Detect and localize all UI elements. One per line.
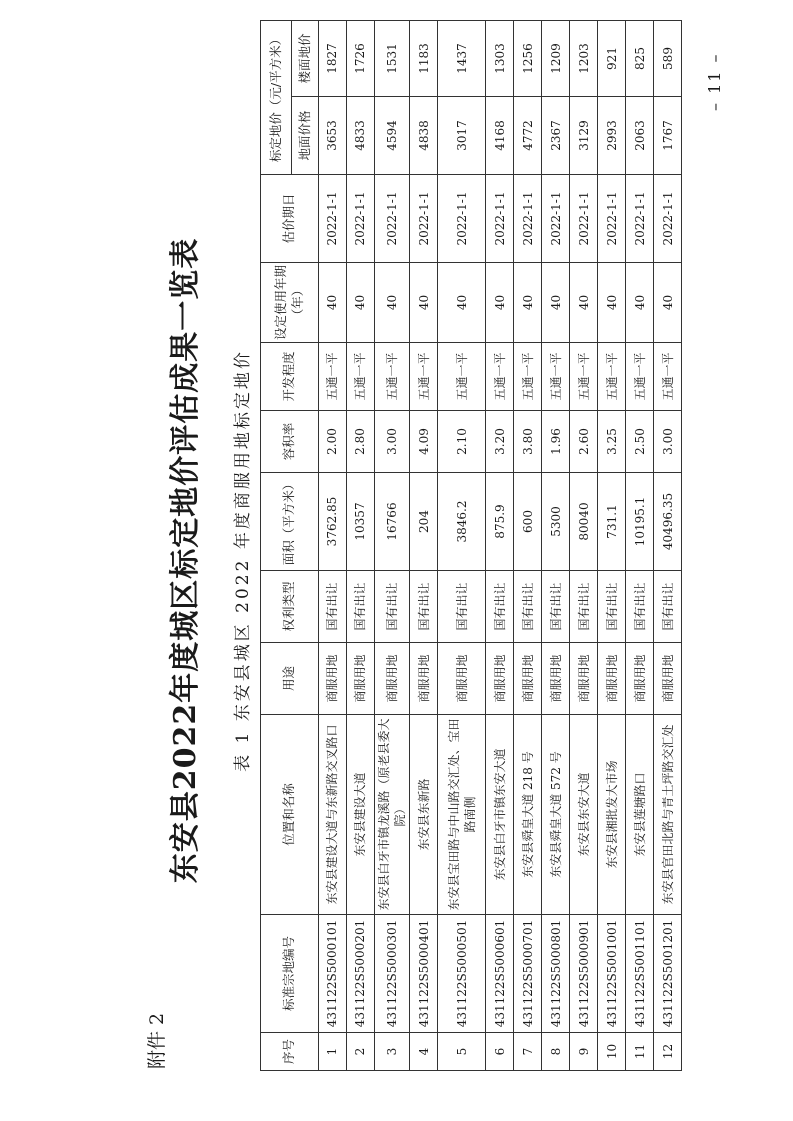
table-row <box>347 21 375 1071</box>
cell-dev: 五通一平 <box>319 343 347 411</box>
cell-years: 40 <box>438 263 486 343</box>
cell-floor-price: 1303 <box>486 21 514 97</box>
cell-location: 东安县舜皇大道 218 号 <box>514 715 542 915</box>
cell-dev: 五通一平 <box>514 343 542 411</box>
cell-location: 东安县白牙市镇龙溪路（原老县委大院） <box>375 715 410 915</box>
cell-rights: 国有出让 <box>542 571 570 643</box>
cell-use: 商服用地 <box>375 643 410 715</box>
cell-floor-price: 1183 <box>410 21 438 97</box>
cell-area: 10357 <box>347 473 375 571</box>
cell-rights: 国有出让 <box>319 571 347 643</box>
header-floor-price: 楼面地价 <box>292 21 319 97</box>
cell-seq: 6 <box>486 1033 514 1071</box>
cell-dev: 五通一平 <box>542 343 570 411</box>
cell-date: 2022-1-1 <box>438 175 486 263</box>
cell-far: 2.50 <box>626 411 654 473</box>
header-location: 位置和名称 <box>261 715 319 915</box>
cell-seq: 7 <box>514 1033 542 1071</box>
cell-land-price: 3653 <box>319 97 347 175</box>
cell-floor-price: 1209 <box>542 21 570 97</box>
cell-code: 431122S5000601 <box>486 915 514 1033</box>
cell-code: 431122S5001201 <box>654 915 682 1033</box>
cell-date: 2022-1-1 <box>410 175 438 263</box>
table-row <box>319 21 347 1071</box>
cell-years: 40 <box>542 263 570 343</box>
cell-date: 2022-1-1 <box>347 175 375 263</box>
cell-dev: 五通一平 <box>570 343 598 411</box>
cell-seq: 12 <box>654 1033 682 1071</box>
land-price-table <box>260 20 682 1071</box>
cell-rights: 国有出让 <box>347 571 375 643</box>
cell-seq: 9 <box>570 1033 598 1071</box>
cell-seq: 3 <box>375 1033 410 1071</box>
cell-dev: 五通一平 <box>486 343 514 411</box>
cell-location: 东安县官田北路与青土坪路交汇处 <box>654 715 682 915</box>
cell-code: 431122S5000301 <box>375 915 410 1033</box>
cell-code: 431122S5000701 <box>514 915 542 1033</box>
cell-code: 431122S5000801 <box>542 915 570 1033</box>
cell-date: 2022-1-1 <box>542 175 570 263</box>
cell-rights: 国有出让 <box>410 571 438 643</box>
cell-dev: 五通一平 <box>347 343 375 411</box>
cell-far: 2.00 <box>319 411 347 473</box>
cell-floor-price: 1531 <box>375 21 410 97</box>
cell-date: 2022-1-1 <box>598 175 626 263</box>
cell-land-price: 2063 <box>626 97 654 175</box>
cell-years: 40 <box>486 263 514 343</box>
cell-floor-price: 589 <box>654 21 682 97</box>
cell-location: 东安县莲塘路口 <box>626 715 654 915</box>
cell-use: 商服用地 <box>319 643 347 715</box>
cell-use: 商服用地 <box>410 643 438 715</box>
cell-land-price: 4838 <box>410 97 438 175</box>
cell-years: 40 <box>319 263 347 343</box>
cell-location: 东安县东新路 <box>410 715 438 915</box>
header-years: 设定使用年期（年） <box>261 263 319 343</box>
table-row <box>626 21 654 1071</box>
table-body <box>319 21 682 1071</box>
cell-land-price: 2993 <box>598 97 626 175</box>
cell-far: 3.80 <box>514 411 542 473</box>
cell-location: 东安县湘批发大市场 <box>598 715 626 915</box>
cell-land-price: 2367 <box>542 97 570 175</box>
cell-floor-price: 1827 <box>319 21 347 97</box>
cell-floor-price: 921 <box>598 21 626 97</box>
cell-far: 2.60 <box>570 411 598 473</box>
cell-land-price: 4833 <box>347 97 375 175</box>
cell-rights: 国有出让 <box>598 571 626 643</box>
cell-area: 5300 <box>542 473 570 571</box>
cell-date: 2022-1-1 <box>514 175 542 263</box>
document-title: 东安县2022年度城区标定地价评估成果一览表 <box>168 237 203 884</box>
cell-far: 4.09 <box>410 411 438 473</box>
cell-rights: 国有出让 <box>514 571 542 643</box>
table-row <box>486 21 514 1071</box>
cell-location: 东安县舜皇大道 572 号 <box>542 715 570 915</box>
cell-land-price: 3129 <box>570 97 598 175</box>
cell-years: 40 <box>347 263 375 343</box>
cell-date: 2022-1-1 <box>570 175 598 263</box>
cell-far: 2.10 <box>438 411 486 473</box>
cell-use: 商服用地 <box>598 643 626 715</box>
cell-date: 2022-1-1 <box>654 175 682 263</box>
cell-rights: 国有出让 <box>626 571 654 643</box>
table-caption: 表 1 东安县城区 2022 年度商服用地标定地价 <box>233 349 253 772</box>
cell-seq: 11 <box>626 1033 654 1071</box>
cell-rights: 国有出让 <box>570 571 598 643</box>
cell-area: 600 <box>514 473 542 571</box>
header-dev: 开发程度 <box>261 343 319 411</box>
cell-years: 40 <box>626 263 654 343</box>
cell-dev: 五通一平 <box>375 343 410 411</box>
cell-years: 40 <box>598 263 626 343</box>
table-row <box>542 21 570 1071</box>
cell-location: 东安县东安大道 <box>570 715 598 915</box>
attachment-label: 附件 2 <box>146 1012 168 1069</box>
cell-use: 商服用地 <box>486 643 514 715</box>
cell-code: 431122S5000201 <box>347 915 375 1033</box>
cell-code: 431122S5000101 <box>319 915 347 1033</box>
cell-code: 431122S5000401 <box>410 915 438 1033</box>
cell-years: 40 <box>410 263 438 343</box>
cell-far: 3.25 <box>598 411 626 473</box>
cell-floor-price: 1437 <box>438 21 486 97</box>
cell-seq: 2 <box>347 1033 375 1071</box>
cell-dev: 五通一平 <box>626 343 654 411</box>
table-header <box>261 21 319 1071</box>
cell-code: 431122S5000501 <box>438 915 486 1033</box>
cell-area: 80040 <box>570 473 598 571</box>
table-row <box>375 21 410 1071</box>
cell-years: 40 <box>514 263 542 343</box>
cell-location: 东安县宝田路与中山路交汇处、宝田路南侧 <box>438 715 486 915</box>
cell-seq: 4 <box>410 1033 438 1071</box>
header-far: 容积率 <box>261 411 319 473</box>
cell-rights: 国有出让 <box>438 571 486 643</box>
cell-far: 3.00 <box>375 411 410 473</box>
cell-floor-price: 1256 <box>514 21 542 97</box>
table-row <box>654 21 682 1071</box>
cell-seq: 8 <box>542 1033 570 1071</box>
cell-code: 431122S5000901 <box>570 915 598 1033</box>
cell-land-price: 4772 <box>514 97 542 175</box>
cell-far: 3.00 <box>654 411 682 473</box>
cell-floor-price: 1203 <box>570 21 598 97</box>
cell-land-price: 4594 <box>375 97 410 175</box>
cell-rights: 国有出让 <box>375 571 410 643</box>
table-row <box>598 21 626 1071</box>
cell-years: 40 <box>570 263 598 343</box>
cell-area: 731.1 <box>598 473 626 571</box>
cell-floor-price: 825 <box>626 21 654 97</box>
cell-land-price: 3017 <box>438 97 486 175</box>
cell-use: 商服用地 <box>514 643 542 715</box>
header-land-price: 地面价格 <box>292 97 319 175</box>
cell-use: 商服用地 <box>626 643 654 715</box>
cell-dev: 五通一平 <box>410 343 438 411</box>
cell-seq: 1 <box>319 1033 347 1071</box>
cell-area: 3846.2 <box>438 473 486 571</box>
cell-years: 40 <box>375 263 410 343</box>
cell-far: 1.96 <box>542 411 570 473</box>
cell-land-price: 1767 <box>654 97 682 175</box>
cell-area: 10195.1 <box>626 473 654 571</box>
cell-use: 商服用地 <box>570 643 598 715</box>
cell-rights: 国有出让 <box>654 571 682 643</box>
cell-area: 16766 <box>375 473 410 571</box>
cell-area: 204 <box>410 473 438 571</box>
cell-seq: 10 <box>598 1033 626 1071</box>
cell-years: 40 <box>654 263 682 343</box>
header-seq: 序号 <box>261 1033 319 1071</box>
header-use: 用途 <box>261 643 319 715</box>
cell-use: 商服用地 <box>542 643 570 715</box>
cell-dev: 五通一平 <box>438 343 486 411</box>
cell-area: 40496.35 <box>654 473 682 571</box>
cell-rights: 国有出让 <box>486 571 514 643</box>
cell-dev: 五通一平 <box>654 343 682 411</box>
header-code: 标准宗地编号 <box>261 915 319 1033</box>
table-row <box>514 21 542 1071</box>
header-price-group: 标定地价（元/平方米） <box>261 21 292 175</box>
cell-code: 431122S5001101 <box>626 915 654 1033</box>
cell-use: 商服用地 <box>438 643 486 715</box>
header-date: 估价期日 <box>261 175 319 263</box>
table-row <box>570 21 598 1071</box>
cell-code: 431122S5001001 <box>598 915 626 1033</box>
cell-location: 东安县建设大道与东新路交叉路口 <box>319 715 347 915</box>
header-rights: 权利类型 <box>261 571 319 643</box>
table-row <box>438 21 486 1071</box>
cell-dev: 五通一平 <box>598 343 626 411</box>
cell-floor-price: 1726 <box>347 21 375 97</box>
page-number: – 11 – <box>705 52 724 111</box>
cell-date: 2022-1-1 <box>626 175 654 263</box>
cell-location: 东安县建设大道 <box>347 715 375 915</box>
cell-date: 2022-1-1 <box>486 175 514 263</box>
cell-area: 875.9 <box>486 473 514 571</box>
cell-far: 2.80 <box>347 411 375 473</box>
cell-date: 2022-1-1 <box>375 175 410 263</box>
cell-date: 2022-1-1 <box>319 175 347 263</box>
table-row <box>410 21 438 1071</box>
cell-far: 3.20 <box>486 411 514 473</box>
cell-land-price: 4168 <box>486 97 514 175</box>
cell-area: 3762.85 <box>319 473 347 571</box>
cell-location: 东安县白牙市镇东安大道 <box>486 715 514 915</box>
header-area: 面积（平方米） <box>261 473 319 571</box>
cell-use: 商服用地 <box>654 643 682 715</box>
cell-seq: 5 <box>438 1033 486 1071</box>
cell-use: 商服用地 <box>347 643 375 715</box>
